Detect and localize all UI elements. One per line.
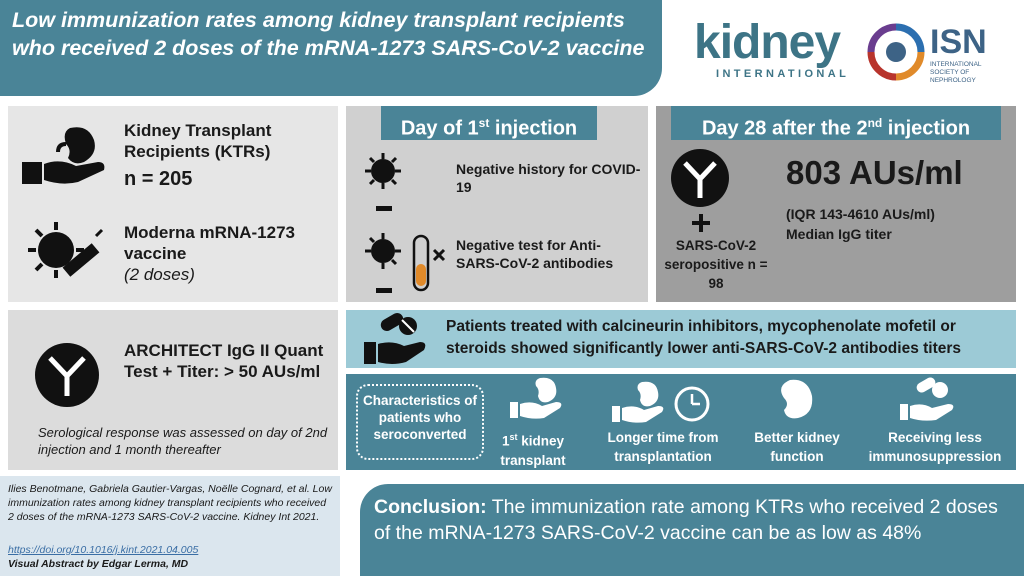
assay-title: ARCHITECT IgG II Quant Test + Titer: > 50 AUs/ml (124, 341, 324, 381)
minus-icon (376, 288, 392, 294)
assay-note: Serological response was assessed on day of 2nd injection and 1 month thereafter (38, 425, 328, 457)
virus-icon (364, 152, 402, 192)
kidney-international-logo: kidney (694, 16, 841, 69)
characteristic-less-immunosuppression: Receiving less immunosuppression (868, 430, 1002, 464)
characteristics-box: Characteristics of patients who seroconverted (356, 384, 484, 460)
kidney-icon (772, 378, 816, 422)
first-injection-tag: Day of 1st injection (381, 106, 597, 140)
calcineurin-finding: Patients treated with calcineurin inhibitors, mycophenolate mofetil or steroids showed significantly lower anti-SARS-CoV-2 antibodies titers (446, 318, 962, 357)
virus-syringe-icon (26, 216, 104, 290)
vaccine-doses: (2 doses) (124, 265, 195, 284)
characteristic-time-from-transplant: Longer time from transplantation (607, 430, 719, 464)
abstract-author: Visual Abstract by Edgar Lerma, MD (8, 558, 189, 570)
negative-history: Negative history for COVID-19 (456, 161, 641, 195)
kidney-international-logo-sub: INTERNATIONAL (716, 68, 850, 80)
conclusion-text: Conclusion: The immunization rate among KTRs who received 2 doses of the mRNA-1273 SARS-CoV-2 vaccine can be as low as 48% (374, 496, 998, 544)
hand-kidney-icon (510, 376, 564, 420)
page-title: Low immunization rates among kidney transplant recipients who received 2 doses of the mRNA-1273 SARS-CoV-2 vaccine (12, 8, 645, 60)
antibody-icon (670, 148, 730, 208)
characteristic-first-transplant: 1st kidney transplant (500, 432, 566, 468)
vaccine-title: Moderna mRNA-1273 vaccine (124, 223, 295, 263)
pills-hand-icon (362, 312, 428, 366)
hand-kidney-clock-icon (612, 378, 712, 424)
day28-tag: Day 28 after the 2nd injection (671, 106, 1001, 140)
doi-link[interactable]: https://doi.org/10.1016/j.kint.2021.04.005 (8, 544, 199, 556)
negative-test: Negative test for Anti-SARS-CoV-2 antibodies (456, 237, 614, 271)
ktr-count: n = 205 (124, 168, 193, 190)
median-label: Median IgG titer (786, 226, 892, 242)
iqr-range: (IQR 143-4610 AUs/ml) (786, 206, 935, 222)
seropositive-count: SARS-CoV-2 seropositive n = 98 (664, 238, 768, 291)
citation-text: Ilies Benotmane, Gabriela Gautier-Vargas, Noëlle Cognard, et al. Low immunization rates among kidney transplant recipients who received 2 doses of the mRNA-1273 SARS-CoV-2 vaccine. Kidney Int 2021. (8, 483, 332, 523)
pills-hand-icon (900, 376, 960, 422)
minus-icon (376, 206, 392, 212)
plus-icon (692, 214, 710, 232)
test-tube-icon (410, 234, 446, 294)
hand-kidney-icon (20, 122, 110, 186)
isn-logo-icon (866, 22, 926, 82)
isn-logo-sub: INTERNATIONAL SOCIETY OF NEPHROLOGY (930, 61, 982, 84)
characteristic-kidney-function: Better kidney function (754, 430, 840, 464)
virus-icon (364, 232, 402, 272)
isn-logo-text: ISN (930, 23, 987, 61)
ktr-title: Kidney Transplant Recipients (KTRs) (124, 121, 272, 161)
antibody-icon (34, 342, 100, 408)
median-titer-value: 803 AUs/ml (786, 154, 963, 191)
